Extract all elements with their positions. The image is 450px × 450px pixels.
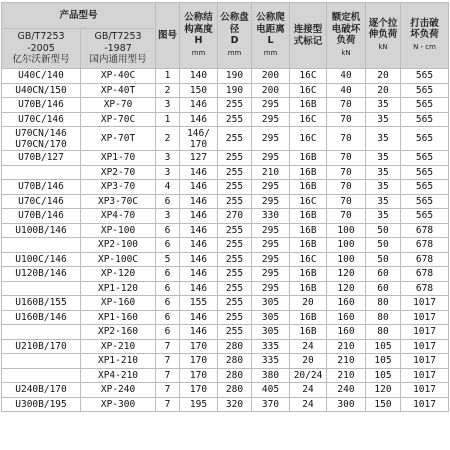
tensile-load-cell: 20 [366,83,401,98]
failing-load-cell: 100 [327,252,366,267]
failing-load-cell: 160 [327,310,366,325]
old-model-cell: XP-100C [81,252,156,267]
height-cell: 170 [180,368,218,383]
table-row [2,339,449,354]
height-cell: 146 [180,252,218,267]
diameter-cell: 255 [218,238,252,253]
old-model-cell: XP4-210 [81,368,156,383]
connection-cell: 20/24 [290,368,327,383]
old-model-cell: XP-160 [81,296,156,311]
creepage-cell: 405 [252,383,290,398]
height-cell: 146 [180,165,218,180]
failing-load-cell: 100 [327,223,366,238]
table-row [2,368,449,383]
failing-load-cell: 210 [327,339,366,354]
new-model-cell: U160B/155 [2,296,81,311]
new-model-cell: U100B/146 [2,223,81,238]
creepage-cell: 295 [252,112,290,127]
disc-diameter-header: 公称盘 径 D mm [218,3,252,69]
tensile-load-cell: 50 [366,223,401,238]
new-model-cell [2,354,81,369]
old-model-cell: XP-70T [81,127,156,151]
tensile-load-cell: 80 [366,310,401,325]
diameter-cell: 280 [218,368,252,383]
old-model-cell: XP1-70 [81,151,156,166]
table-row [2,194,449,209]
diameter-cell: 255 [218,310,252,325]
tensile-load-cell: 35 [366,194,401,209]
figure-cell: 6 [156,238,180,253]
impact-failing-load-header: 打击破 坏负荷 N・cm [401,3,449,69]
new-model-header: GB/T7253 -2005 亿尔沃新型号 [2,29,81,69]
new-model-cell: U300B/195 [2,397,81,412]
failing-load-cell: 120 [327,267,366,282]
failing-load-cell: 70 [327,180,366,195]
new-model-cell: U40C/140 [2,69,81,84]
old-model-cell: XP-240 [81,383,156,398]
figure-cell: 7 [156,354,180,369]
new-model-cell: U210B/170 [2,339,81,354]
table-row [2,165,449,180]
new-model-cell: U40CN/150 [2,83,81,98]
table-row [2,281,449,296]
failing-load-cell: 210 [327,354,366,369]
tensile-load-cell: 35 [366,112,401,127]
old-model-cell: XP-70 [81,98,156,113]
height-cell: 146 [180,310,218,325]
diameter-cell: 280 [218,339,252,354]
failing-load-cell: 70 [327,194,366,209]
impact-load-cell: 565 [401,127,449,151]
impact-load-cell: 565 [401,194,449,209]
impact-load-cell: 678 [401,238,449,253]
old-model-cell: XP-40C [81,69,156,84]
connection-cell: 24 [290,383,327,398]
diameter-cell: 255 [218,267,252,282]
creepage-cell: 335 [252,354,290,369]
nominal-height-header: 公称结 构高度 H mm [180,3,218,69]
old-model-cell: XP-120 [81,267,156,282]
connection-cell: 16C [290,127,327,151]
table-row [2,127,449,151]
diameter-cell: 190 [218,69,252,84]
creepage-distance-header: 公称爬 电距离 L mm [252,3,290,69]
connection-cell: 16B [290,281,327,296]
routine-tensile-load-header: 逐个拉 伸负荷 kN [366,3,401,69]
failing-load-cell: 70 [327,165,366,180]
creepage-cell: 305 [252,325,290,340]
table-row [2,296,449,311]
new-model-cell [2,368,81,383]
diameter-cell: 255 [218,194,252,209]
connection-cell: 16B [290,180,327,195]
impact-load-cell: 1017 [401,339,449,354]
diameter-cell: 255 [218,180,252,195]
creepage-cell: 335 [252,339,290,354]
impact-load-cell: 565 [401,180,449,195]
height-cell: 155 [180,296,218,311]
figure-cell: 6 [156,194,180,209]
new-model-cell: U160B/146 [2,310,81,325]
old-model-cell: XP-210 [81,339,156,354]
creepage-cell: 305 [252,310,290,325]
height-cell: 146 [180,98,218,113]
diameter-cell: 255 [218,127,252,151]
failing-load-cell: 300 [327,397,366,412]
impact-load-cell: 1017 [401,383,449,398]
tensile-load-cell: 35 [366,165,401,180]
tensile-load-cell: 80 [366,296,401,311]
table-row [2,69,449,84]
old-model-cell: XP4-70 [81,209,156,224]
figure-cell: 6 [156,325,180,340]
connection-cell: 16B [290,209,327,224]
table-row [2,383,449,398]
new-model-cell: U240B/170 [2,383,81,398]
figure-cell: 6 [156,310,180,325]
diameter-cell: 255 [218,325,252,340]
old-model-cell: XP3-70C [81,194,156,209]
diameter-cell: 255 [218,252,252,267]
new-model-cell: U70C/146 [2,112,81,127]
impact-load-cell: 678 [401,252,449,267]
height-cell: 146 [180,267,218,282]
tensile-load-cell: 20 [366,69,401,84]
height-cell: 146 [180,281,218,296]
creepage-cell: 305 [252,296,290,311]
height-cell: 127 [180,151,218,166]
impact-load-cell: 565 [401,83,449,98]
tensile-load-cell: 50 [366,238,401,253]
creepage-cell: 200 [252,83,290,98]
creepage-cell: 200 [252,69,290,84]
connection-cell: 16C [290,252,327,267]
new-model-cell: U70C/146 [2,194,81,209]
height-cell: 146 [180,325,218,340]
new-model-cell [2,165,81,180]
table-row [2,325,449,340]
tensile-load-cell: 60 [366,281,401,296]
failing-load-cell: 40 [327,83,366,98]
figure-cell: 3 [156,98,180,113]
table-row [2,112,449,127]
creepage-cell: 295 [252,267,290,282]
old-model-cell: XP1-160 [81,310,156,325]
failing-load-cell: 210 [327,368,366,383]
creepage-cell: 370 [252,397,290,412]
impact-load-cell: 565 [401,151,449,166]
tensile-load-cell: 120 [366,383,401,398]
connection-cell: 16B [290,238,327,253]
figure-cell: 2 [156,83,180,98]
impact-load-cell: 1017 [401,296,449,311]
creepage-cell: 295 [252,127,290,151]
diameter-cell: 270 [218,209,252,224]
old-model-cell: XP2-100 [81,238,156,253]
connection-cell: 16B [290,325,327,340]
old-model-cell: XP2-160 [81,325,156,340]
old-model-cell: XP2-70 [81,165,156,180]
height-cell: 146/ 170 [180,127,218,151]
connection-cell: 16B [290,267,327,282]
tensile-load-cell: 80 [366,325,401,340]
creepage-cell: 295 [252,151,290,166]
impact-load-cell: 1017 [401,368,449,383]
diameter-cell: 280 [218,383,252,398]
old-model-cell: XP3-70 [81,180,156,195]
tensile-load-cell: 35 [366,180,401,195]
connection-cell: 16C [290,112,327,127]
diameter-cell: 190 [218,83,252,98]
table-row [2,238,449,253]
impact-load-cell: 565 [401,69,449,84]
height-cell: 170 [180,383,218,398]
table-row [2,267,449,282]
failing-load-cell: 70 [327,98,366,113]
table-row [2,209,449,224]
new-model-cell [2,238,81,253]
connection-type-header: 连接型 式标记 [290,3,327,69]
table-row [2,98,449,113]
failing-load-cell: 70 [327,151,366,166]
new-model-cell: U70B/146 [2,180,81,195]
diameter-cell: 320 [218,397,252,412]
tensile-load-cell: 105 [366,354,401,369]
failing-load-cell: 70 [327,209,366,224]
figure-cell: 6 [156,296,180,311]
figure-cell: 3 [156,165,180,180]
connection-cell: 16C [290,83,327,98]
impact-load-cell: 1017 [401,325,449,340]
creepage-cell: 295 [252,223,290,238]
old-model-cell: XP1-210 [81,354,156,369]
creepage-cell: 380 [252,368,290,383]
height-cell: 146 [180,223,218,238]
impact-load-cell: 1017 [401,354,449,369]
figure-cell: 1 [156,69,180,84]
product-model-header: 产品型号 [2,3,156,29]
old-model-cell: XP-40T [81,83,156,98]
impact-load-cell: 565 [401,112,449,127]
connection-cell: 16C [290,69,327,84]
diameter-cell: 255 [218,112,252,127]
creepage-cell: 210 [252,165,290,180]
connection-cell: 20 [290,354,327,369]
old-model-cell: XP1-120 [81,281,156,296]
new-model-cell: U120B/146 [2,267,81,282]
table-row [2,180,449,195]
table-row [2,83,449,98]
tensile-load-cell: 105 [366,339,401,354]
failing-load-cell: 160 [327,296,366,311]
creepage-cell: 295 [252,180,290,195]
tensile-load-cell: 35 [366,127,401,151]
new-model-cell: U70B/146 [2,209,81,224]
height-cell: 140 [180,69,218,84]
table-row [2,223,449,238]
tensile-load-cell: 35 [366,151,401,166]
failing-load-cell: 100 [327,238,366,253]
old-model-header: GB/T7253 -1987 国内通用型号 [81,29,156,69]
figure-cell: 3 [156,151,180,166]
creepage-cell: 295 [252,98,290,113]
connection-cell: 24 [290,397,327,412]
insulator-spec-table [1,2,449,412]
height-cell: 146 [180,209,218,224]
failing-load-cell: 70 [327,127,366,151]
connection-cell: 16B [290,151,327,166]
height-cell: 195 [180,397,218,412]
impact-load-cell: 678 [401,281,449,296]
diameter-cell: 280 [218,354,252,369]
height-cell: 170 [180,339,218,354]
figure-cell: 6 [156,267,180,282]
height-cell: 146 [180,180,218,195]
creepage-cell: 295 [252,252,290,267]
figure-cell: 5 [156,252,180,267]
connection-cell: 16B [290,223,327,238]
impact-load-cell: 1017 [401,310,449,325]
failing-load-cell: 70 [327,112,366,127]
figure-cell: 2 [156,127,180,151]
connection-cell: 16B [290,310,327,325]
failing-load-cell: 160 [327,325,366,340]
tensile-load-cell: 35 [366,209,401,224]
height-cell: 170 [180,354,218,369]
figure-cell: 7 [156,383,180,398]
diameter-cell: 255 [218,223,252,238]
height-cell: 146 [180,194,218,209]
creepage-cell: 330 [252,209,290,224]
height-cell: 150 [180,83,218,98]
figure-cell: 6 [156,223,180,238]
figure-cell: 6 [156,281,180,296]
connection-cell: 16B [290,98,327,113]
figure-cell: 4 [156,180,180,195]
figure-cell: 3 [156,209,180,224]
figure-cell: 7 [156,339,180,354]
old-model-cell: XP-100 [81,223,156,238]
impact-load-cell: 1017 [401,397,449,412]
diameter-cell: 255 [218,296,252,311]
impact-load-cell: 678 [401,223,449,238]
figure-cell: 7 [156,397,180,412]
rated-failing-load-header: 额定机 电破坏 负荷 kN [327,3,366,69]
impact-load-cell: 565 [401,209,449,224]
tensile-load-cell: 60 [366,267,401,282]
old-model-cell: XP-70C [81,112,156,127]
tensile-load-cell: 50 [366,252,401,267]
new-model-cell: U70CN/146 U70CN/170 [2,127,81,151]
impact-load-cell: 565 [401,98,449,113]
diameter-cell: 255 [218,165,252,180]
table-row [2,397,449,412]
figure-cell: 1 [156,112,180,127]
table-row [2,310,449,325]
connection-cell: 20 [290,296,327,311]
new-model-cell: U100C/146 [2,252,81,267]
impact-load-cell: 678 [401,267,449,282]
tensile-load-cell: 35 [366,98,401,113]
failing-load-cell: 240 [327,383,366,398]
tensile-load-cell: 150 [366,397,401,412]
height-cell: 146 [180,238,218,253]
new-model-cell: U70B/146 [2,98,81,113]
table-row [2,354,449,369]
old-model-cell: XP-300 [81,397,156,412]
figure-cell: 7 [156,368,180,383]
creepage-cell: 295 [252,238,290,253]
creepage-cell: 295 [252,281,290,296]
new-model-cell [2,325,81,340]
impact-load-cell: 565 [401,165,449,180]
tensile-load-cell: 105 [366,368,401,383]
diameter-cell: 255 [218,98,252,113]
failing-load-cell: 40 [327,69,366,84]
height-cell: 146 [180,112,218,127]
failing-load-cell: 120 [327,281,366,296]
figure-number-header: 图号 [156,3,180,69]
connection-cell: 16B [290,165,327,180]
table-row [2,252,449,267]
new-model-cell: U70B/127 [2,151,81,166]
new-model-cell [2,281,81,296]
table-row [2,151,449,166]
diameter-cell: 255 [218,151,252,166]
creepage-cell: 295 [252,194,290,209]
connection-cell: 16C [290,194,327,209]
diameter-cell: 255 [218,281,252,296]
connection-cell: 24 [290,339,327,354]
